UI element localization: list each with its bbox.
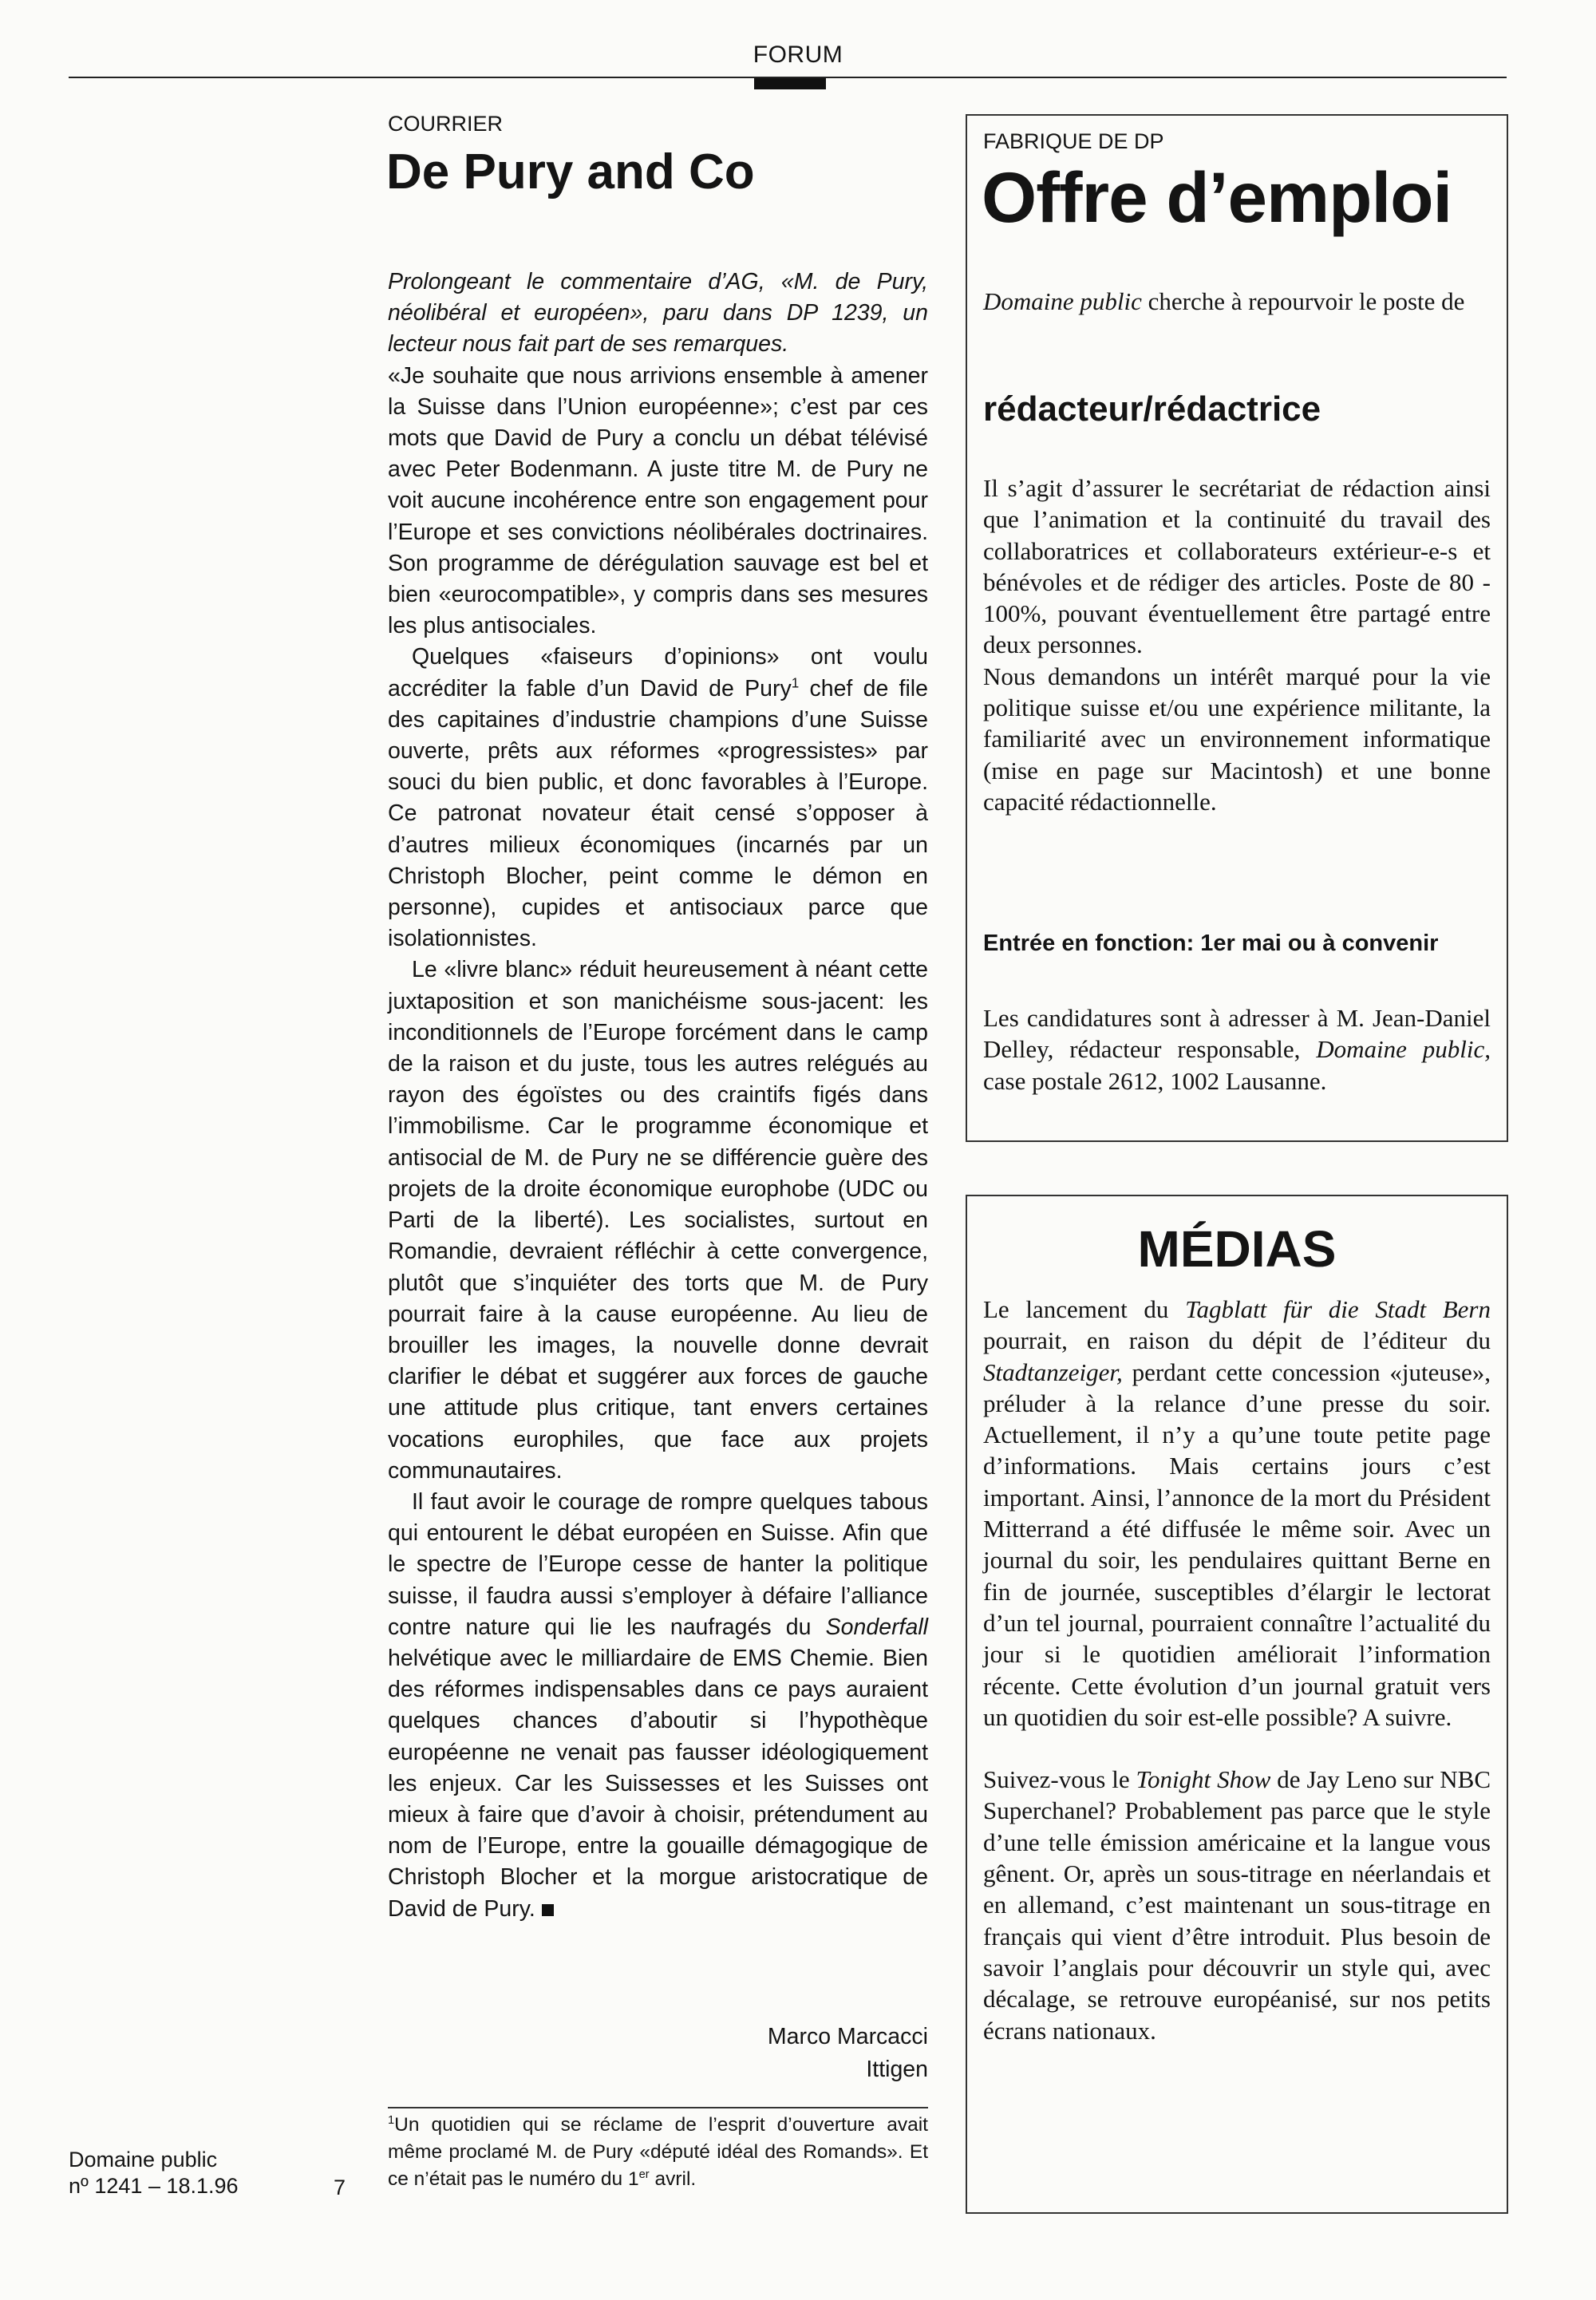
job-offer-intro-publication: Domaine public <box>983 287 1142 315</box>
job-offer-title: Offre d’emploi <box>982 157 1452 237</box>
job-offer-contact-a: Les candidatures sont à adresser à M. Jean-Daniel Delley, rédacteur responsable, <box>983 1004 1491 1064</box>
courrier-paragraph-4-emphasis: Sonderfall <box>825 1614 928 1640</box>
author-place: Ittigen <box>866 2057 928 2082</box>
job-offer-intro <box>983 286 1491 317</box>
footnote <box>388 2112 928 2193</box>
footnote-rule <box>388 2107 928 2108</box>
header-tab-marker <box>754 78 826 89</box>
job-offer-paragraph-1: Il s’agit d’assurer le secrétariat de rédaction ainsi que l’animation et la continuité du travail des collaboratrices et collaborateurs extérieur-e-s et bénévoles et de rédiger des articles. Poste de 80 - 100%, pouvant éventuellement être partagé entre deux personnes. <box>983 474 1491 659</box>
job-offer-start-date: Entrée en fonction: 1er mai ou à convenir <box>983 931 1439 956</box>
courrier-article-body <box>388 267 928 1925</box>
medias-body <box>983 1294 1491 2077</box>
medias-p1-b: pourrait, en raison du dépit de l’éditeur du <box>983 1326 1491 1355</box>
author-name: Marco Marcacci <box>767 2024 928 2049</box>
courrier-title: De Pury and Co <box>386 144 755 200</box>
courrier-kicker: COURRIER <box>388 112 504 136</box>
end-of-article-mark <box>542 1904 554 1916</box>
courrier-intro: Prolongeant le commentaire d’AG, «M. de Pury, néolibéral et européen», paru dans DP 1239, un lecteur nous fait part de ses remarques. <box>388 269 928 358</box>
issue-number: nº 1241 – 18.1.96 <box>69 2174 239 2198</box>
medias-paragraph-1 <box>983 1294 1491 1733</box>
footnote-mark: 1 <box>388 2113 395 2127</box>
job-offer-contact-b: case postale 2612, 1002 Lausanne. <box>983 1066 1327 1095</box>
courrier-paragraph-4b: helvétique avec le milliardaire de EMS Chemie. Bien des réformes indispensables dans ce pays auraient quelques chances d’aboutir si l’hypothèque européenne ne venait pas fausser idéologiquement les enjeux. Car les Suissesses et les Suisses ont mieux à faire que d’avoir à choisir, prétendument au nom de l’Europe, entre la gouaille démagogique de Christoph Blocher et la morgue aristocratique de David de Pury. <box>388 1645 928 1922</box>
courrier-paragraph-3: Le «livre blanc» réduit heureusement à néant cette juxtaposition et son manichéisme sous-jacent: les inconditionnels de l’Europe forcément dans le camp de la raison et du juste, tous les autres relégués au rayon des égoïstes ou des craintifs figés dans l’immobilisme. Car le programme économique et antisocial de M. de Pury ne se différencie guère des projets de la droite économique europhobe (UDC ou Parti de la liberté). Les socialistes, surtout en Romandie, devraient réfléchir à cette convergence, plutôt que s’inquiéter des torts que M. de Pury pourrait faire à la cause européenne. Au lieu de brouiller les images, la nouvelle donne devrait clarifier le débat et suggérer aux forces de gauche une attitude plus critique, tant envers certaines vocations europhiles, que face aux projets communautaires. <box>388 957 928 1484</box>
medias-p1-a: Le lancement du <box>983 1295 1186 1323</box>
footnote-text-a: Un quotidien qui se réclame de l’esprit d’ouverture avait même proclamé M. de Pury «député idéal des Romands». Et ce n’était pas le numéro du 1 <box>388 2114 928 2190</box>
job-offer-position: rédacteur/rédactrice <box>983 389 1321 429</box>
medias-paragraph-2 <box>983 1764 1491 2046</box>
medias-p1-newspaper-2: Stadtanzeiger, <box>983 1357 1123 1386</box>
medias-p1-newspaper-1: Tagblatt für die Stadt Bern <box>1185 1295 1491 1323</box>
courrier-paragraph-2b: chef de file des capitaines d’industrie champions d’une Suisse ouverte, prêts aux réformes «progressistes» par souci du bien public, et donc favorables à l’Europe. Ce patronat novateur était censé s’opposer à d’autres milieux économiques (incarnés par un Christoph Blocher, peint comme le démon en personne), cupides et antisociaux parce que isolationnistes. <box>388 675 928 952</box>
job-offer-contact <box>983 1002 1491 1097</box>
job-offer-kicker: FABRIQUE DE DP <box>983 129 1164 153</box>
publication-name: Domaine public <box>69 2148 218 2172</box>
medias-p2-b: de Jay Leno sur NBC Superchanel? Probablement pas parce que le style d’une telle émission américaine et la langue vous gênent. Or, après un sous-titrage en néerlandais et en allemand, c’est maintenant un sous-titrage en français qui vient d’être introduit. Plus besoin de savoir l’anglais pour découvrir un style qui, avec décalage, se retrouve européanisé, sur nos petits écrans nationaux. <box>983 1765 1491 2045</box>
job-offer-paragraph-2: Nous demandons un intérêt marqué pour la vie politique suisse et/ou une expérience militante, la familiarité avec un environnement informatique (mise en page sur Macintosh) et une bonne capacité rédactionnelle. <box>983 662 1491 816</box>
footnote-text-b: avril. <box>649 2168 697 2190</box>
courrier-paragraph-2a: Quelques «faiseurs d’opinions» ont voulu accréditer la fable d’un David de Pury <box>388 644 928 701</box>
medias-p1-c: perdant cette concession «juteuse», préluder à la relance d’une presse du soir. Actuellement, il n’y a qu’une toute petite page d’informations. Mais certains jours c’est important. Ainsi, l’annonce de la mort du Président Mitterrand a été diffusée le même soir. Avec un journal du soir, les pendulaires quittant Berne en fin de journée, susceptibles d’élargir le lectorat d’un tel journal, pourraient connaître l’actualité du jour si le quotidien améliorait l’information récente. Cette évolution d’un journal gratuit vers un quotidien du soir est-elle possible? A suivre. <box>983 1357 1491 1731</box>
job-offer-body <box>983 472 1491 817</box>
footer-publication <box>69 2147 239 2199</box>
courrier-paragraph-1: «Je souhaite que nous arrivions ensemble à amener la Suisse dans l’Union européenne»; c’est par ces mots que David de Pury a conclu un débat télévisé avec Peter Bodenmann. A juste titre M. de Pury ne voit aucune incohérence entre son engagement pour l’Europe et ses convictions néolibérales doctrinaires. Son programme de dérégulation sauvage est bel et bien «eurocompatible», y compris dans ses mesures les plus antisociales. <box>388 362 928 639</box>
page-number: 7 <box>334 2176 346 2199</box>
medias-p2-show: Tonight Show <box>1136 1765 1271 1794</box>
footnote-ordinal: er <box>638 2168 650 2181</box>
job-offer-contact-publication: Domaine public, <box>1316 1035 1491 1064</box>
section-label: FORUM <box>753 41 843 68</box>
courrier-paragraph-2 <box>388 642 928 954</box>
medias-p2-a: Suivez-vous le <box>983 1765 1136 1794</box>
footnote-reference: 1 <box>791 675 800 691</box>
job-offer-intro-text: cherche à repourvoir le poste de <box>1141 287 1465 315</box>
courrier-paragraph-4 <box>388 1487 928 1925</box>
medias-title: MÉDIAS <box>1137 1220 1337 1278</box>
courrier-signature <box>388 2021 928 2086</box>
courrier-paragraph-4a: Il faut avoir le courage de rompre quelques tabous qui entourent le débat européen en Suisse. Afin que le spectre de l’Europe cesse de hanter la politique suisse, il faudra aussi s’employer à défaire l’alliance contre nature qui lie les naufragés du <box>388 1488 928 1640</box>
